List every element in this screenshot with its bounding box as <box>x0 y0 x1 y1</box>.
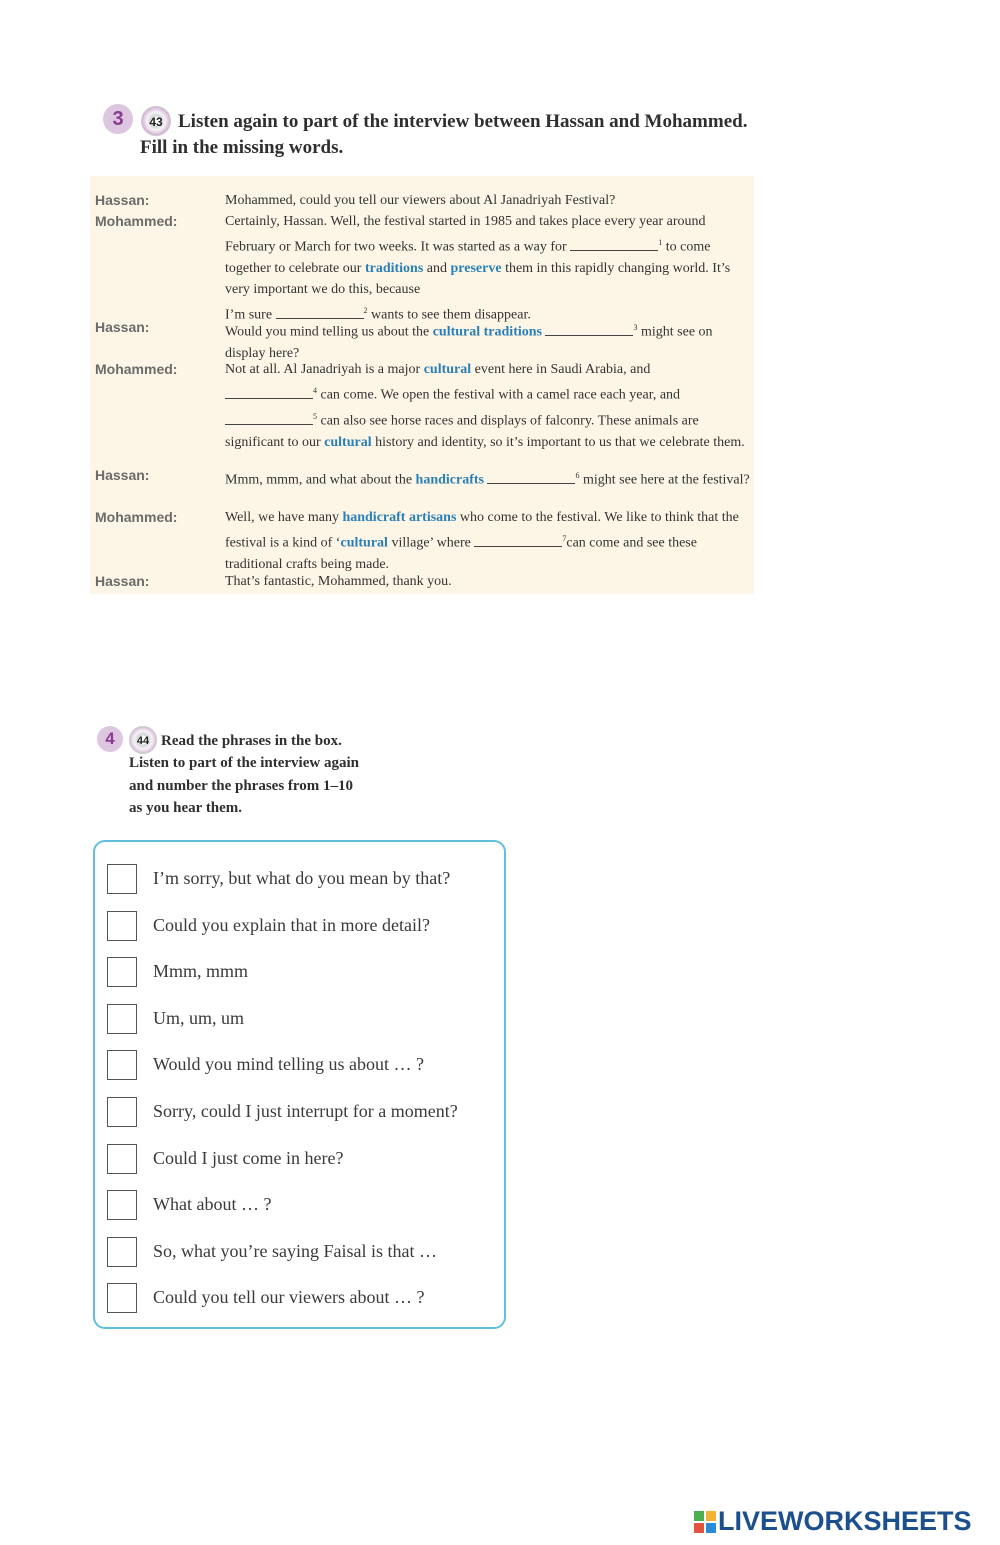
number-checkbox[interactable] <box>107 864 137 894</box>
speaker-label: Mohammed: <box>95 361 178 377</box>
blank-7[interactable] <box>474 534 562 547</box>
audio-cd-icon[interactable]: 43 <box>141 106 171 136</box>
speaker-label: Hassan: <box>95 192 150 208</box>
speech-text: That’s fantastic, Mohammed, thank you. <box>225 574 452 589</box>
speaker-label: Mohammed: <box>95 213 178 229</box>
blank-1[interactable] <box>570 238 658 251</box>
number-checkbox[interactable] <box>107 1050 137 1080</box>
phrase-text: Um, um, um <box>153 1008 245 1028</box>
phrase-row <box>107 1144 497 1178</box>
phrase-text: Could you tell our viewers about … ? <box>153 1287 425 1307</box>
number-checkbox[interactable] <box>107 1144 137 1174</box>
logo-text: LIVEWORKSHEETS <box>718 1506 972 1536</box>
phrase-text: Could you explain that in more detail? <box>153 915 430 935</box>
number-checkbox[interactable] <box>107 911 137 941</box>
liveworksheets-logo[interactable] <box>694 1504 972 1538</box>
phrase-text: Could I just come in here? <box>153 1148 344 1168</box>
speaker-label: Mohammed: <box>95 509 178 525</box>
speech-text: Mohammed, could you tell our viewers about Al Janadriyah Festival? <box>225 193 616 208</box>
keyword: cultural <box>423 362 472 377</box>
speaker-label: Hassan: <box>95 573 150 589</box>
number-checkbox[interactable] <box>107 957 137 987</box>
blank-4[interactable] <box>225 386 313 399</box>
exercise-4-instruction-line1: Read the phrases in the box. <box>161 733 342 749</box>
phrase-text: Would you mind telling us about … ? <box>153 1054 425 1074</box>
number-checkbox[interactable] <box>107 1190 137 1220</box>
exercise-4-number: 4 <box>97 726 123 752</box>
blank-3[interactable] <box>545 323 633 336</box>
phrase-text: Mmm, mmm <box>153 961 249 981</box>
phrase-text: I’m sorry, but what do you mean by that? <box>153 868 451 888</box>
keyword: cultural <box>340 535 388 551</box>
phrase-row <box>107 1004 497 1038</box>
phrase-text: What about … ? <box>153 1194 272 1214</box>
exercise-3-instruction-line2: Fill in the missing words. <box>140 137 344 158</box>
blank-6[interactable] <box>487 471 575 484</box>
phrase-row <box>107 957 497 991</box>
phrase-row <box>107 864 497 898</box>
dialogue-box <box>90 176 754 594</box>
exercise-4-instruction-line2: Listen to part of the interview again <box>129 755 359 771</box>
phrase-row <box>107 1237 497 1271</box>
phrase-text: So, what you’re saying Faisal is that … <box>153 1241 437 1261</box>
keyword: handicrafts <box>415 472 484 488</box>
speech-text: Well, we have many handicraft artisans who come to the festival. We like to think that the festival is a kind of ‘cultural village’ where $^7$can come and see these traditional crafts being made. <box>225 510 739 573</box>
speech-text: Mmm, mmm, and what about the handicrafts $^6$ might see here at the festival? <box>225 471 750 488</box>
exercise-3-number: 3 <box>103 104 133 134</box>
phrase-row <box>107 1190 497 1224</box>
keyword: preserve <box>450 261 502 277</box>
phrase-row <box>107 1097 497 1131</box>
number-checkbox[interactable] <box>107 1097 137 1127</box>
exercise-4-instruction-line3: and number the phrases from 1–10 <box>129 778 354 794</box>
phrase-box <box>93 840 506 1329</box>
exercise-3-instruction-line1: Listen again to part of the interview between Hassan and Mohammed. <box>178 111 748 132</box>
phrase-row <box>107 911 497 945</box>
blank-5[interactable] <box>225 412 313 425</box>
speaker-label: Hassan: <box>95 467 150 483</box>
phrase-row <box>107 1283 497 1317</box>
keyword: cultural <box>324 434 372 450</box>
number-checkbox[interactable] <box>107 1004 137 1034</box>
speech-text: Would you mind telling us about the cultural traditions $^3$ might see on display here? <box>225 323 713 361</box>
logo-mark-icon <box>694 1511 716 1533</box>
keyword: cultural traditions <box>432 324 542 340</box>
number-checkbox[interactable] <box>107 1237 137 1267</box>
number-checkbox[interactable] <box>107 1283 137 1313</box>
keyword: handicraft artisans <box>342 510 457 525</box>
speaker-label: Hassan: <box>95 319 150 335</box>
speech-text: Certainly, Hassan. Well, the festival started in 1985 and takes place every year around February or March for two weeks. It was started as a way for $^1$ to come together to celebrate our traditions and preserve them in this rapidly changing world. It’s very important we do this, because I’m sure $^2$ wants to see them disappear. <box>225 214 731 324</box>
exercise-4-instruction-line4: as you hear them. <box>129 800 243 816</box>
audio-cd-icon[interactable]: 44 <box>129 726 157 754</box>
phrase-text: Sorry, could I just interrupt for a moment? <box>153 1101 458 1121</box>
speech-text: Not at all. Al Janadriyah is a major cultural event here in Saudi Arabia, and $^4$ can come. We open the festival with a camel race each year, and $^5$ can also see horse races and displays of falconry. These animals are significant to our cultural history and identity, so it’s important to us that we celebrate them. <box>225 362 745 450</box>
phrase-row <box>107 1050 497 1084</box>
keyword: traditions <box>364 261 424 277</box>
